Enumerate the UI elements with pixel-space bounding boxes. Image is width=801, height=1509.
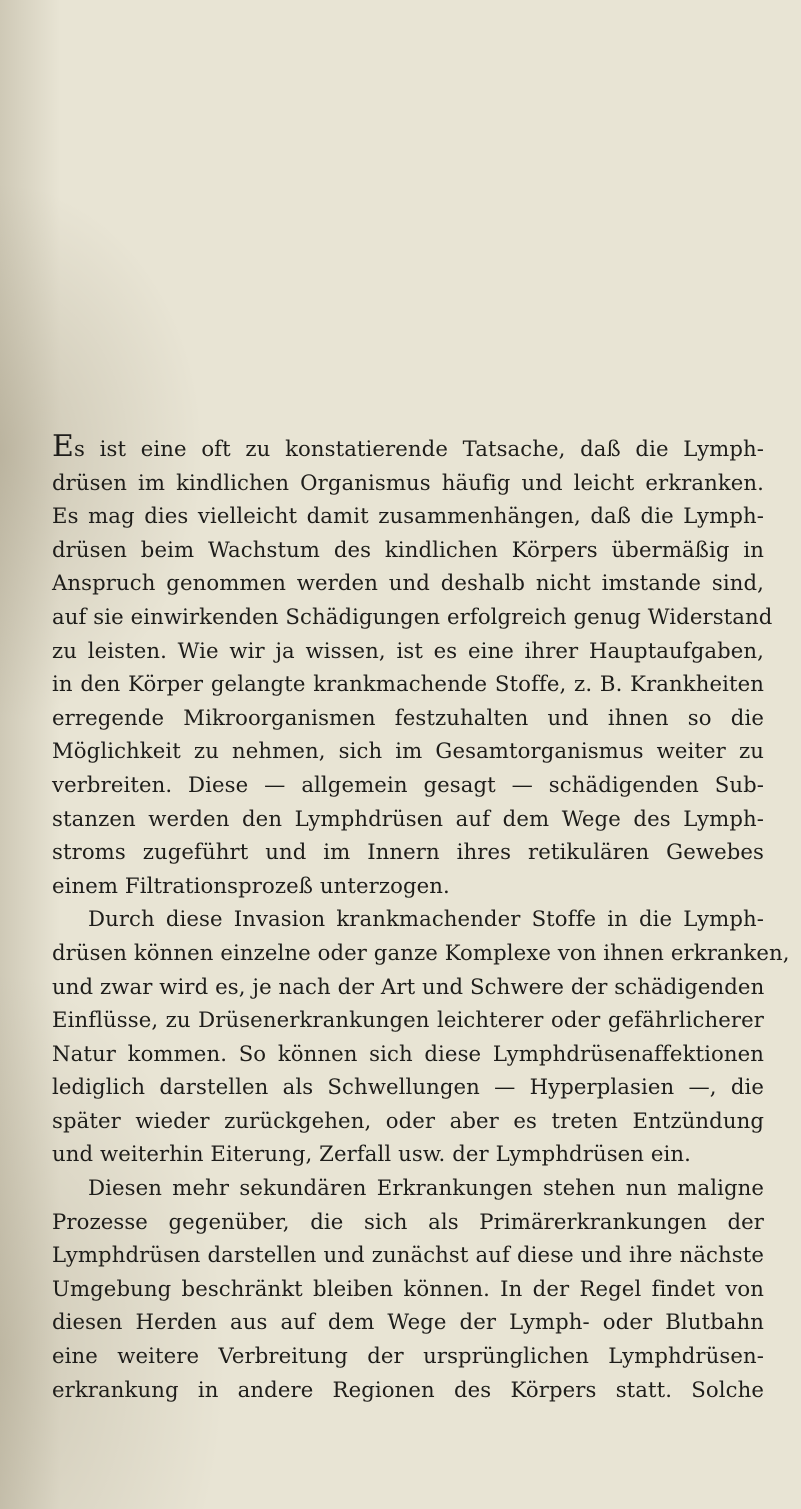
text-line — [52, 1305, 764, 1339]
line-text: drüsen im kindlichen Organismus häufig und leicht erkranken. — [52, 469, 764, 495]
line-text: lediglich darstellen als Schwellungen — Hyperplasien —, die — [52, 1074, 764, 1100]
text-line — [52, 634, 764, 668]
line-text: stroms zugeführt und im Innern ihres retikulären Gewebes — [52, 839, 764, 865]
line-text: auf sie einwirkenden Schädigungen erfolgreich genug Widerstand — [52, 603, 773, 629]
line-text: Durch diese Invasion krankmachender Stoffe in die Lymph- — [88, 906, 764, 932]
text-line — [52, 466, 764, 500]
line-text: in den Körper gelangte krankmachende Stoffe, z. B. Krankheiten — [52, 671, 764, 697]
body-text — [52, 429, 790, 1406]
line-text: verbreiten. Diese — allgemein gesagt — schädigenden Sub- — [52, 771, 764, 797]
text-line — [52, 1205, 764, 1239]
line-text: Umgebung beschränkt bleiben können. In der Regel findet von — [52, 1275, 764, 1301]
line-text: und zwar wird es, je nach der Art und Schwere der schädigenden — [52, 973, 765, 999]
line-text: diesen Herden aus auf dem Wege der Lymph- oder Blutbahn — [52, 1309, 764, 1335]
paragraph — [52, 1171, 764, 1406]
text-line — [52, 1070, 764, 1104]
text-line — [52, 970, 764, 1004]
paragraph — [52, 429, 773, 902]
text-line — [52, 1037, 764, 1071]
text-line — [52, 667, 764, 701]
line-text: Natur kommen. So können sich diese Lymphdrüsenaffektionen — [52, 1040, 764, 1066]
text-line — [52, 734, 764, 768]
line-text: drüsen beim Wachstum des kindlichen Körpers übermäßig in — [52, 536, 764, 562]
paragraph — [52, 902, 790, 1171]
initial-letter: E — [52, 429, 74, 464]
text-line — [52, 1373, 764, 1407]
line-text: Möglichkeit zu nehmen, sich im Gesamtorganismus weiter zu — [52, 738, 764, 764]
line-text: Es mag dies vielleicht damit zusammenhängen, daß die Lymph- — [52, 503, 764, 529]
line-text: einem Filtrationsprozeß unterzogen. — [52, 872, 450, 898]
text-line — [52, 1137, 764, 1171]
text-line — [52, 1272, 764, 1306]
line-text: Anspruch genommen werden und deshalb nicht imstande sind, — [52, 570, 764, 596]
text-line — [52, 768, 764, 802]
line-text: erkrankung in andere Regionen des Körpers statt. Solche — [52, 1376, 764, 1402]
line-text: eine weitere Verbreitung der ursprünglichen Lymphdrüsen- — [52, 1343, 764, 1369]
line-text: Prozesse gegenüber, die sich als Primärerkrankungen der — [52, 1208, 764, 1234]
line-text: drüsen können einzelne oder ganze Komplexe von ihnen erkranken, — [52, 939, 790, 965]
line-text: erregende Mikroorganismen festzuhalten und ihnen so die — [52, 704, 764, 730]
text-line — [52, 802, 764, 836]
text-line — [52, 902, 764, 936]
text-line — [52, 1339, 764, 1373]
text-line — [52, 533, 764, 567]
text-line — [52, 566, 764, 600]
text-line — [52, 835, 764, 869]
text-line — [52, 701, 764, 735]
text-line — [52, 1003, 764, 1037]
text-line — [52, 1238, 764, 1272]
line-text: s ist eine oft zu konstatierende Tatsache, daß die Lymph- — [74, 436, 764, 461]
line-text: Einflüsse, zu Drüsenerkrankungen leichterer oder gefährlicherer — [52, 1007, 764, 1033]
line-text: zu leisten. Wie wir ja wissen, ist es eine ihrer Hauptaufgaben, — [52, 637, 764, 663]
text-line — [52, 429, 764, 466]
line-text: Lymphdrüsen darstellen und zunächst auf diese und ihre nächste — [52, 1242, 764, 1268]
text-line — [52, 1104, 764, 1138]
text-line — [52, 1171, 764, 1205]
line-text: später wieder zurückgehen, oder aber es treten Entzündung — [52, 1107, 764, 1133]
text-line — [52, 869, 764, 903]
text-line — [52, 600, 773, 634]
text-line — [52, 499, 764, 533]
text-line — [52, 936, 790, 970]
line-text: stanzen werden den Lymphdrüsen auf dem Wege des Lymph- — [52, 805, 764, 831]
line-text: und weiterhin Eiterung, Zerfall usw. der Lymphdrüsen ein. — [52, 1141, 691, 1167]
line-text: Diesen mehr sekundären Erkrankungen stehen nun maligne — [88, 1175, 764, 1201]
